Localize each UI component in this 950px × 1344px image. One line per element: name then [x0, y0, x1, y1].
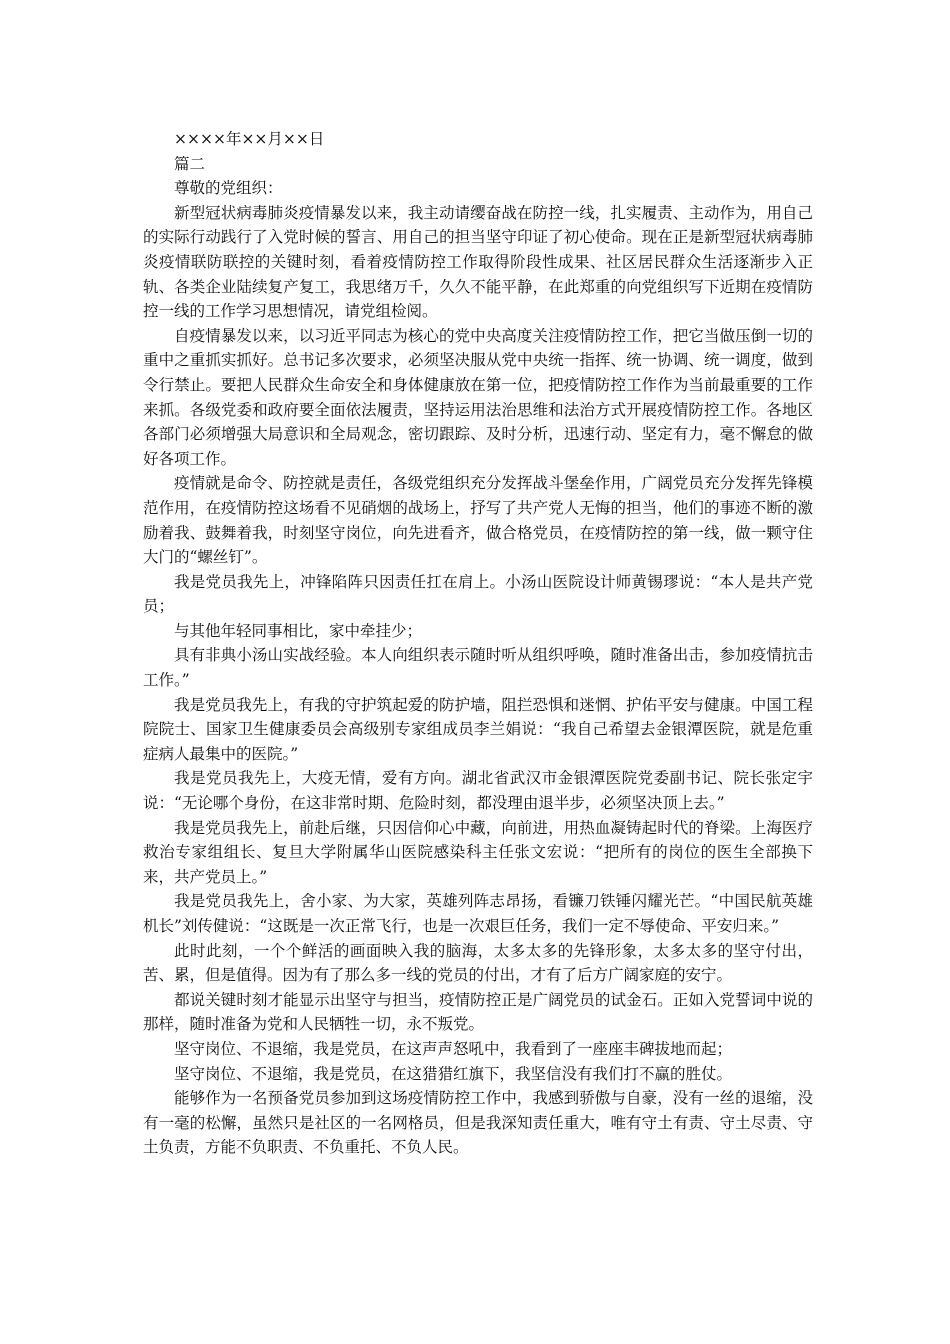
- paragraph: 坚守岗位、不退缩，我是党员，在这声声怒吼中，我看到了一座座丰碑拔地而起；: [174, 1039, 733, 1058]
- paragraph: 我是党员我先上，大疫无情，爱有方向。湖北省武汉市金银潭医院党委副书记、院长张定宇说：“无论哪个身份，在这非常时期、危险时刻，都没理由退半步，必须坚决顶上去。”: [143, 769, 813, 813]
- paragraph: 我是党员我先上，舍小家、为大家，英雄列阵志昂扬，看镰刀铁锤闪耀光芒。“中国民航英雄机长”刘传健说：“这既是一次正常飞行，也是一次艰巨任务，我们一定不辱使命、平安归来。”: [143, 892, 813, 935]
- paragraph: 我是党员我先上，冲锋陷阵只因责任扛在肩上。小汤山医院设计师黄锡璆说：“本人是共产党员；: [143, 572, 813, 616]
- salutation: 尊敬的党组织：: [174, 179, 283, 198]
- paragraph: 都说关键时刻才能显示出坚守与担当，疫情防控正是广阔党员的试金石。正如入党誓词中说的那样，随时准备为党和人民牺牲一切，永不叛党。: [143, 990, 813, 1034]
- document-body: [143, 127, 813, 1160]
- paragraph: 我是党员我先上，前赴后继，只因信仰心中藏，向前进，用热血凝铸起时代的脊梁。上海医疗救治专家组组长、复旦大学附属华山医院感染科主任张文宏说：“把所有的岗位的医生全部换下来，共产党员上。”: [143, 818, 813, 886]
- paragraph: 坚守岗位、不退缩，我是党员，在这猎猎红旗下，我坚信没有我们打不赢的胜仗。: [174, 1064, 733, 1083]
- paragraph: 我是党员我先上，有我的守护筑起爱的防护墙，阻拦恐惧和迷惘、护佑平安与健康。中国工程院院士、国家卫生健康委员会高级别专家组成员李兰娟说：“我自己希望去金银潭医院，就是危重症病人最集中的医院。”: [143, 695, 813, 763]
- paragraph: 能够作为一名预备党员参加到这场疫情防控工作中，我感到骄傲与自豪，没有一丝的退缩，没有一毫的松懈，虽然只是社区的一名网格员，但是我深知责任重大，唯有守土有责、守土尽责、守土负责，方能不负职责、不负重托、不负人民。: [143, 1089, 813, 1157]
- paragraph: 具有非典小汤山实战经验。本人向组织表示随时听从组织呼唤，随时准备出击，参加疫情抗击工作。”: [143, 646, 813, 690]
- paragraph: 此时此刻，一个个鲜活的画面映入我的脑海，太多太多的先锋形象，太多太多的坚守付出，苦、累，但是值得。因为有了那么多一线的党员的付出，才有了后方广阔家庭的安宁。: [143, 941, 813, 985]
- section-title: 篇二: [174, 154, 206, 173]
- date-line: ××××年××月××日: [174, 130, 325, 148]
- paragraph: 疫情就是命令、防控就是责任，各级党组织充分发挥战斗堡垒作用，广阔党员充分发挥先锋模范作用，在疫情防控这场看不见硝烟的战场上，抒写了共产党人无悔的担当，他们的事迹不断的激励着我、鼓舞着我，时刻坚守岗位，向先进看齐，做合格党员，在疫情防控的第一线，做一颗守住大门的“螺丝钉”。: [143, 474, 813, 567]
- paragraph: 新型冠状病毒肺炎疫情暴发以来，我主动请缨奋战在防控一线，扎实履责、主动作为，用自己的实际行动践行了入党时候的誓言、用自己的担当坚守印证了初心使命。现在正是新型冠状病毒肺炎疫情联防联控的关键时刻，看着疫情防控工作取得阶段性成果、社区居民群众生活逐渐步入正轨、各类企业陆续复产复工，我思绪万千，久久不能平静，在此郑重的向党组织写下近期在疫情防控一线的工作学习思想情况，请党组检阅。: [143, 203, 813, 321]
- paragraph: 与其他年轻同事相比，家中牵挂少；: [174, 621, 423, 640]
- paragraph: 自疫情暴发以来，以习近平同志为核心的党中央高度关注疫情防控工作，把它当做压倒一切的重中之重抓实抓好。总书记多次要求，必须坚决服从党中央统一指挥、统一协调、统一调度，做到令行禁止。要把人民群众生命安全和身体健康放在第一位，把疫情防控工作作为当前最重要的工作来抓。各级党委和政府要全面依法履责，坚持运用法治思维和法治方式开展疫情防控工作。各地区各部门必须增强大局意识和全局观念，密切跟踪、及时分析，迅速行动、坚定有力，毫不懈怠的做好各项工作。: [143, 326, 813, 468]
